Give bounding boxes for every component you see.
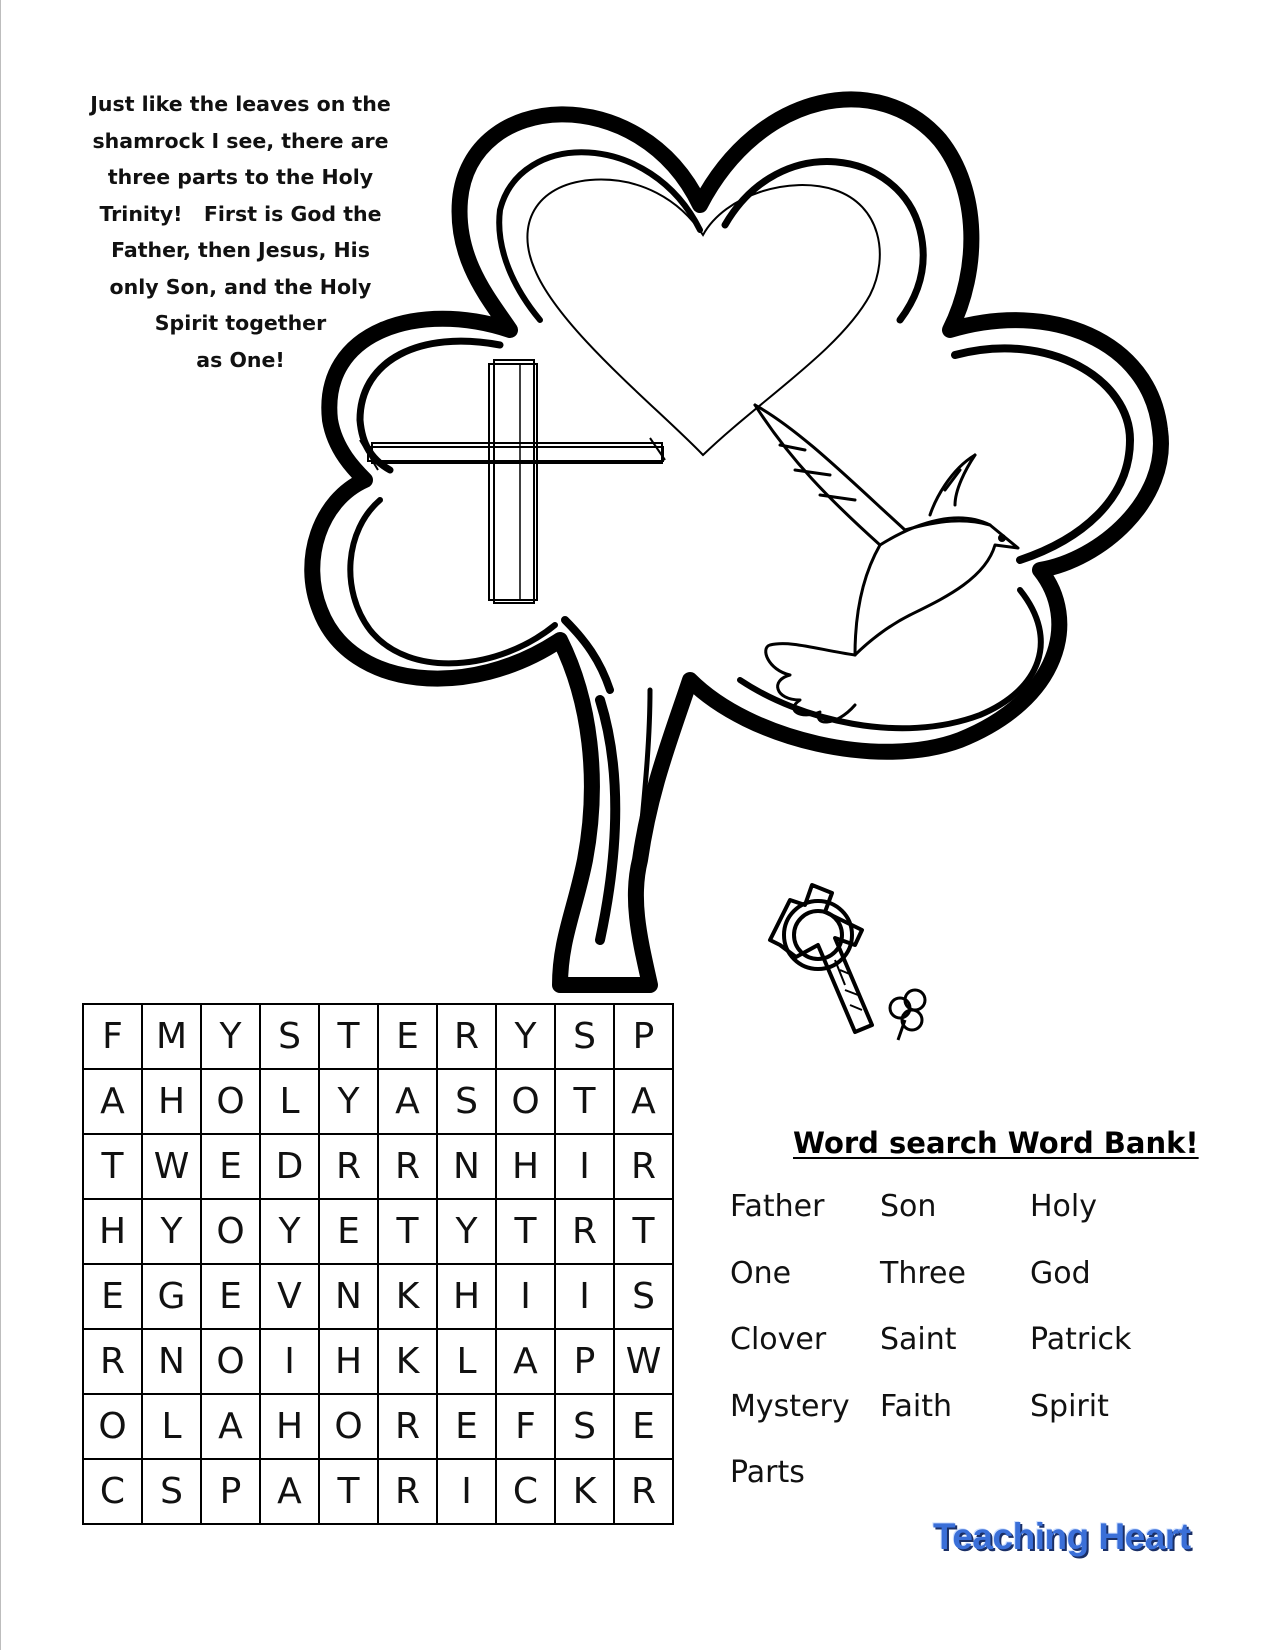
- grid-cell[interactable]: T: [319, 1459, 378, 1524]
- grid-cell[interactable]: I: [496, 1264, 555, 1329]
- grid-cell[interactable]: S: [437, 1069, 496, 1134]
- shamrock-icon: [312, 99, 1161, 985]
- poem-line: Just like the leaves on the: [90, 92, 391, 116]
- grid-cell[interactable]: C: [496, 1459, 555, 1524]
- grid-cell[interactable]: T: [319, 1004, 378, 1069]
- grid-cell[interactable]: E: [83, 1264, 142, 1329]
- grid-cell[interactable]: E: [319, 1199, 378, 1264]
- grid-cell[interactable]: S: [142, 1459, 201, 1524]
- grid-cell[interactable]: S: [260, 1004, 319, 1069]
- grid-cell[interactable]: Y: [260, 1199, 319, 1264]
- grid-cell[interactable]: E: [378, 1004, 437, 1069]
- grid-cell[interactable]: L: [260, 1069, 319, 1134]
- grid-cell[interactable]: E: [614, 1394, 673, 1459]
- grid-cell[interactable]: R: [378, 1134, 437, 1199]
- grid-cell[interactable]: K: [555, 1459, 614, 1524]
- grid-cell[interactable]: R: [437, 1004, 496, 1069]
- grid-cell[interactable]: F: [83, 1004, 142, 1069]
- word-bank-item: Faith: [880, 1388, 952, 1424]
- poem-line: Father, then Jesus, His: [111, 238, 370, 262]
- grid-cell[interactable]: S: [614, 1264, 673, 1329]
- grid-cell[interactable]: R: [378, 1394, 437, 1459]
- heart-icon: [527, 180, 879, 455]
- grid-cell[interactable]: T: [83, 1134, 142, 1199]
- grid-cell[interactable]: E: [437, 1394, 496, 1459]
- grid-cell[interactable]: H: [260, 1394, 319, 1459]
- word-bank-item: Father: [730, 1189, 825, 1224]
- grid-cell[interactable]: I: [555, 1264, 614, 1329]
- grid-cell[interactable]: W: [614, 1329, 673, 1394]
- grid-cell[interactable]: T: [378, 1199, 437, 1264]
- grid-row: [83, 1264, 673, 1329]
- grid-cell[interactable]: O: [201, 1329, 260, 1394]
- word-bank-item: God: [1030, 1255, 1091, 1291]
- grid-row: [83, 1134, 673, 1199]
- grid-cell[interactable]: Y: [319, 1069, 378, 1134]
- grid-cell[interactable]: T: [614, 1199, 673, 1264]
- poem-line: Trinity! First is God the: [99, 201, 382, 226]
- grid-cell[interactable]: N: [437, 1134, 496, 1199]
- grid-cell[interactable]: I: [555, 1134, 614, 1199]
- dove-icon: [755, 405, 1018, 722]
- grid-cell[interactable]: O: [496, 1069, 555, 1134]
- word-bank-item: Son: [880, 1189, 937, 1224]
- grid-cell[interactable]: G: [142, 1264, 201, 1329]
- grid-cell[interactable]: H: [319, 1329, 378, 1394]
- grid-cell[interactable]: I: [260, 1329, 319, 1394]
- grid-row: [83, 1329, 673, 1394]
- grid-cell[interactable]: A: [614, 1069, 673, 1134]
- grid-cell[interactable]: A: [260, 1459, 319, 1524]
- word-bank-item: Clover: [730, 1322, 827, 1357]
- grid-cell[interactable]: Y: [437, 1199, 496, 1264]
- word-bank-item: One: [730, 1255, 792, 1291]
- word-search-grid: [82, 1003, 674, 1525]
- grid-row: [83, 1069, 673, 1134]
- grid-cell[interactable]: T: [496, 1199, 555, 1264]
- grid-cell[interactable]: L: [142, 1394, 201, 1459]
- word-bank-list: [730, 1190, 1190, 1523]
- page-edge: [0, 0, 1, 1650]
- grid-cell[interactable]: E: [201, 1134, 260, 1199]
- grid-cell[interactable]: R: [614, 1459, 673, 1524]
- grid-cell[interactable]: D: [260, 1134, 319, 1199]
- word-bank-item: Three: [880, 1255, 966, 1291]
- teaching-heart-logo: Teaching Heart: [933, 1516, 1191, 1557]
- grid-cell[interactable]: O: [83, 1394, 142, 1459]
- grid-cell[interactable]: R: [614, 1134, 673, 1199]
- grid-cell[interactable]: R: [378, 1459, 437, 1524]
- grid-cell[interactable]: T: [555, 1069, 614, 1134]
- grid-cell[interactable]: N: [319, 1264, 378, 1329]
- word-bank-title: Word search Word Bank!: [793, 1126, 1199, 1160]
- grid-row: [83, 1004, 673, 1069]
- grid-cell[interactable]: L: [437, 1329, 496, 1394]
- grid-cell[interactable]: R: [555, 1199, 614, 1264]
- grid-cell[interactable]: A: [496, 1329, 555, 1394]
- grid-cell[interactable]: N: [142, 1329, 201, 1394]
- grid-cell[interactable]: H: [496, 1134, 555, 1199]
- grid-cell[interactable]: P: [614, 1004, 673, 1069]
- poem-line: shamrock I see, there are: [92, 128, 389, 153]
- grid-row: [83, 1199, 673, 1264]
- grid-cell[interactable]: Y: [201, 1004, 260, 1069]
- grid-cell[interactable]: F: [496, 1394, 555, 1459]
- grid-cell[interactable]: O: [201, 1199, 260, 1264]
- poem-line: three parts to the Holy: [107, 165, 374, 189]
- trinity-poem: [68, 86, 413, 378]
- poem-line: Spirit together: [154, 311, 327, 335]
- grid-cell[interactable]: K: [378, 1329, 437, 1394]
- grid-cell[interactable]: I: [437, 1459, 496, 1524]
- grid-cell[interactable]: O: [319, 1394, 378, 1459]
- grid-cell[interactable]: Y: [142, 1199, 201, 1264]
- word-bank-item: Mystery: [730, 1388, 850, 1424]
- grid-cell[interactable]: R: [319, 1134, 378, 1199]
- grid-cell[interactable]: A: [83, 1069, 142, 1134]
- grid-cell[interactable]: W: [142, 1134, 201, 1199]
- grid-cell[interactable]: H: [83, 1199, 142, 1264]
- small-shamrock-icon: [890, 990, 925, 1040]
- word-bank-item: Spirit: [1030, 1388, 1109, 1424]
- grid-cell[interactable]: S: [555, 1004, 614, 1069]
- grid-cell[interactable]: H: [437, 1264, 496, 1329]
- word-bank-item: Patrick: [1030, 1322, 1132, 1357]
- grid-cell[interactable]: E: [201, 1264, 260, 1329]
- grid-cell[interactable]: O: [201, 1069, 260, 1134]
- grid-cell[interactable]: R: [83, 1329, 142, 1394]
- word-bank-item: Holy: [1030, 1189, 1098, 1224]
- cross-icon: [360, 360, 665, 603]
- grid-cell[interactable]: H: [142, 1069, 201, 1134]
- grid-cell[interactable]: V: [260, 1264, 319, 1329]
- word-bank-item: Parts: [730, 1455, 805, 1490]
- grid-cell[interactable]: P: [201, 1459, 260, 1524]
- grid-cell[interactable]: S: [555, 1394, 614, 1459]
- poem-line: as One!: [196, 347, 285, 372]
- grid-cell[interactable]: Y: [496, 1004, 555, 1069]
- grid-cell[interactable]: A: [201, 1394, 260, 1459]
- grid-cell[interactable]: K: [378, 1264, 437, 1329]
- grid-row: [83, 1394, 673, 1459]
- grid-cell[interactable]: P: [555, 1329, 614, 1394]
- grid-cell[interactable]: A: [378, 1069, 437, 1134]
- grid-cell[interactable]: C: [83, 1459, 142, 1524]
- grid-row: [83, 1459, 673, 1524]
- word-bank-item: Saint: [880, 1322, 957, 1357]
- grid-cell[interactable]: M: [142, 1004, 201, 1069]
- poem-line: only Son, and the Holy: [109, 274, 372, 299]
- celtic-cross-icon: [770, 885, 872, 1032]
